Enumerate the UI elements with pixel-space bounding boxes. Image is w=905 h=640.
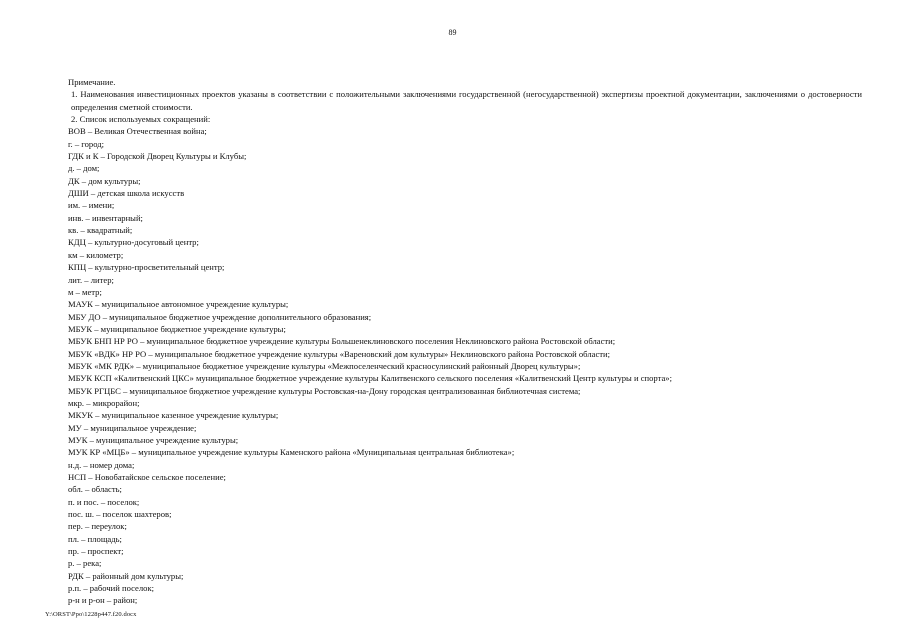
file-path-footer: Y:\ORST\Ppo\1228p447.f20.docx	[45, 611, 137, 618]
abbreviation-item: ДШИ – детская школа искусств	[68, 188, 185, 199]
abbreviation-item: д. – дом;	[68, 163, 100, 174]
abbreviation-item: км – километр;	[68, 249, 124, 260]
abbreviation-item: п. и пос. – поселок;	[68, 496, 140, 507]
abbreviation-item: КДЦ – культурно-досуговый центр;	[68, 237, 199, 248]
abbreviation-item: р. – река;	[68, 558, 102, 569]
abbreviation-item: им. – имени;	[68, 200, 115, 211]
note-heading: Примечание.	[68, 77, 116, 87]
abbreviation-item: пер. – переулок;	[68, 521, 127, 532]
abbreviation-item: ГДК и К – Городской Дворец Культуры и Клубы;	[68, 151, 247, 162]
document-body	[68, 76, 862, 607]
abbreviation-item: н.д. – номер дома;	[68, 459, 135, 470]
abbreviation-item: мкр. – микрорайон;	[68, 397, 140, 408]
abbreviation-item: МБУК «ВДК» НР РО – муниципальное бюджетное учреждение культуры «Вареновский дом культуры» Неклиновского района Ростовской области;	[68, 348, 611, 359]
abbreviation-item: МБУК БНП НР РО – муниципальное бюджетное учреждение культуры Большенеклиновского поселения Неклиновского района Ростовской области;	[68, 336, 616, 347]
abbreviation-item: МУ – муниципальное учреждение;	[68, 422, 197, 433]
abbreviation-item: ДК – дом культуры;	[68, 175, 141, 186]
abbreviation-item: МБУК РГЦБС – муниципальное бюджетное учреждение культуры Ростовская-на-Дону городская централизованная библиотечная система;	[68, 385, 581, 396]
abbreviation-item: м – метр;	[68, 286, 102, 297]
abbreviation-item: МУК КР «МЦБ» – муниципальное учреждение культуры Каменского района «Муниципальная центральная библиотека»;	[68, 447, 515, 458]
abbreviation-item: обл. – область;	[68, 484, 122, 495]
abbreviation-item: инв. – инвентарный;	[68, 212, 143, 223]
abbreviation-item: МАУК – муниципальное автономное учреждение культуры;	[68, 299, 289, 310]
abbreviation-item: МБУК – муниципальное бюджетное учреждение культуры;	[68, 323, 286, 334]
abbreviation-item: РДК – районный дом культуры;	[68, 570, 184, 581]
abbreviation-item: р-н и р-он – район;	[68, 595, 138, 606]
abbreviation-item: МБУК «МК РДК» – муниципальное бюджетное учреждение культуры «Межпоселенческий красносулинский районный Дворец культуры»;	[68, 360, 581, 371]
abbreviation-item: МКУК – муниципальное казенное учреждение культуры;	[68, 410, 279, 421]
note-item-1: 1. Наименования инвестиционных проектов указаны в соответствии с положительными заключениями государственной (негосударственной) экспертизы проектной документации, заключениями о достоверности определения сметной стоимости.	[71, 89, 862, 112]
abbreviation-item: пр. – проспект;	[68, 546, 124, 557]
abbreviation-item: г. – город;	[68, 138, 105, 149]
abbreviation-list	[68, 125, 862, 606]
abbreviation-item: НСП – Новобатайское сельское поселение;	[68, 472, 226, 482]
abbreviation-item: МБУ ДО – муниципальное бюджетное учреждение дополнительного образования;	[68, 311, 372, 322]
abbreviation-item: МУК – муниципальное учреждение культуры;	[68, 434, 239, 445]
abbreviation-item: лит. – литер;	[68, 274, 114, 285]
abbreviation-item: р.п. – рабочий поселок;	[68, 583, 155, 594]
abbreviation-item: пл. – площадь;	[68, 533, 122, 544]
abbreviation-item: КПЦ – культурно-просветительный центр;	[68, 262, 225, 273]
abbreviation-item: МБУК КСП «Калитвенский ЦКС» муниципальное бюджетное учреждение культуры Калитвенского сельского поселения «Калитвенский Центр культуры и спорта»;	[68, 373, 672, 384]
page-number: 89	[448, 28, 457, 37]
note-item-2: 2. Список используемых сокращений:	[71, 114, 211, 125]
abbreviation-item: пос. ш. – поселок шахтеров;	[68, 509, 172, 520]
abbreviation-item: кв. – квадратный;	[68, 225, 133, 236]
abbreviation-item: ВОВ – Великая Отечественная война;	[68, 126, 207, 137]
